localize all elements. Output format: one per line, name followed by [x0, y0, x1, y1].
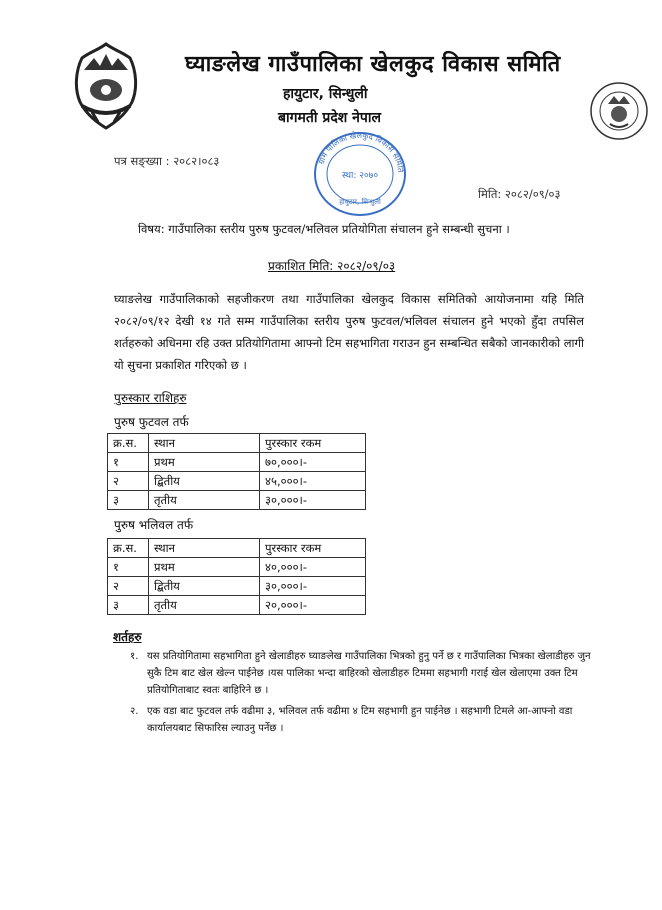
- seal-year: स्था: २०७०: [341, 171, 379, 181]
- letter-date: मिति: २०८२/०९/०३: [478, 187, 561, 201]
- table-cell: प्रथम: [149, 558, 260, 577]
- table-cell: तृतीय: [149, 596, 260, 615]
- volleyball-prize-table: [107, 538, 366, 615]
- table-cell: ३०,०००।-: [260, 577, 366, 596]
- table-cell: २०,०००।-: [260, 596, 366, 615]
- volleyball-caption: पुरुष भलिवल तर्फ: [114, 518, 194, 532]
- table-row: [108, 491, 366, 510]
- published-date: प्रकाशित मिति: २०८२/०९/०३: [268, 259, 396, 273]
- table-cell: प्रथम: [149, 453, 260, 472]
- term-item: [130, 703, 600, 739]
- table-cell: द्बितीय: [149, 472, 260, 491]
- table-cell: ४०,०००।-: [260, 558, 366, 577]
- table-row: [108, 472, 366, 491]
- terms-heading: शर्तहरु: [113, 630, 142, 644]
- letter-subject: विषय: गाउँपालिका स्तरीय पुरुष फुटवल/भलिवल प्रतियोगिता संचालन हुने सम्बन्धी सुचना ।: [138, 222, 510, 236]
- term-text: एक वडा बाट फुटवल तर्फ वढीमा ३, भलिवल तर्फ वढीमा ४ टिम सहभागी हुन पाईनेछ । सहभागी टिमले आ-आफ्नो वडा कार्यालयबाट सिफारिस ल्याउनु पर्नेछ ।: [147, 706, 573, 734]
- letter-reference: पत्र सङ्ख्या : २०८२।०८३: [114, 154, 220, 168]
- official-seal: [312, 130, 408, 218]
- table-row: [108, 596, 366, 615]
- column-header: पुरस्कार रकम: [260, 434, 366, 453]
- table-cell: २: [108, 577, 149, 596]
- column-header: क्र.स.: [108, 539, 149, 558]
- football-prize-table: [107, 433, 366, 510]
- svg-text:ग्राम पालिका खेलकुद विकास समित: [317, 130, 407, 173]
- table-cell: ३०,०००।-: [260, 491, 366, 510]
- table-cell: तृतीय: [149, 491, 260, 510]
- column-header: पुरस्कार रकम: [260, 539, 366, 558]
- column-header: क्र.स.: [108, 434, 149, 453]
- table-cell: १: [108, 558, 149, 577]
- table-header-row: [108, 434, 366, 453]
- table-cell: १: [108, 453, 149, 472]
- table-row: [108, 453, 366, 472]
- table-cell: २: [108, 472, 149, 491]
- table-row: [108, 577, 366, 596]
- table-row: [108, 558, 366, 577]
- term-item: [130, 648, 600, 700]
- office-address-line2: बागमती प्रदेश नेपाल: [278, 110, 381, 126]
- seal-place: हायुटार, सिन्धुली: [339, 198, 381, 206]
- prizes-heading: पुरुस्कार राशिहरु: [114, 391, 187, 405]
- table-cell: ४५,०००।-: [260, 472, 366, 491]
- term-number: २.: [130, 706, 139, 717]
- football-caption: पुरुष फुटवल तर्फ: [114, 415, 189, 429]
- table-cell: ३: [108, 596, 149, 615]
- office-title: घ्याङलेख गाउँपालिका खेलकुद विकास समिति: [185, 52, 561, 77]
- letter-body: घ्याङलेख गाउँपालिकाको सहजीकरण तथा गाउँपालिका खेलकुद विकास समितिको आयोजनामा यहि मिति २०८२/०९/१२ देखी १४ गते सम्म गाउँपालिका स्तरीय पुरुष फुटवल/भलिवल संचालन हुने भएको हुँदा तपसिल शर्तहरुको अधिनमा रहि उक्त प्रतियोगितामा आफ्नो टिम सहभागिता गराउन हुन सम्बन्धित सबैको जानकारीको लागी यो सुचना प्रकाशित गरिएको छ ।: [114, 292, 584, 372]
- table-cell: ७०,०००।-: [260, 453, 366, 472]
- table-cell: द्बितीय: [149, 577, 260, 596]
- seal-text: ग्राम पालिका खेलकुद विकास समिति: [316, 130, 406, 173]
- table-cell: ३: [108, 491, 149, 510]
- column-header: स्थान: [149, 539, 260, 558]
- term-number: १.: [130, 651, 139, 662]
- table-header-row: [108, 539, 366, 558]
- committee-logo-icon: [588, 80, 650, 142]
- term-text: यस प्रतियोगितामा सहभागिता हुने खेलाडीहरु घ्याङलेख गाउँपालिका भित्रको हुनु पर्ने छ र गाउँपालिका भित्रका खेलाडीहरु जुन सुकै टिम बाट खेल खेल्न पाईनेछ ।यस पालिका भन्दा बाहिरको खेलाडीहरु टिममा सहभागी गराई खेल खेलाएमा उक्त टिम प्रतियोगिताबाट स्वतः बाहिरिने छ ।: [147, 651, 591, 696]
- office-address-line1: हायुटार, सिन्धुली: [283, 86, 368, 102]
- column-header: स्थान: [149, 434, 260, 453]
- nepal-emblem-icon: [68, 40, 144, 132]
